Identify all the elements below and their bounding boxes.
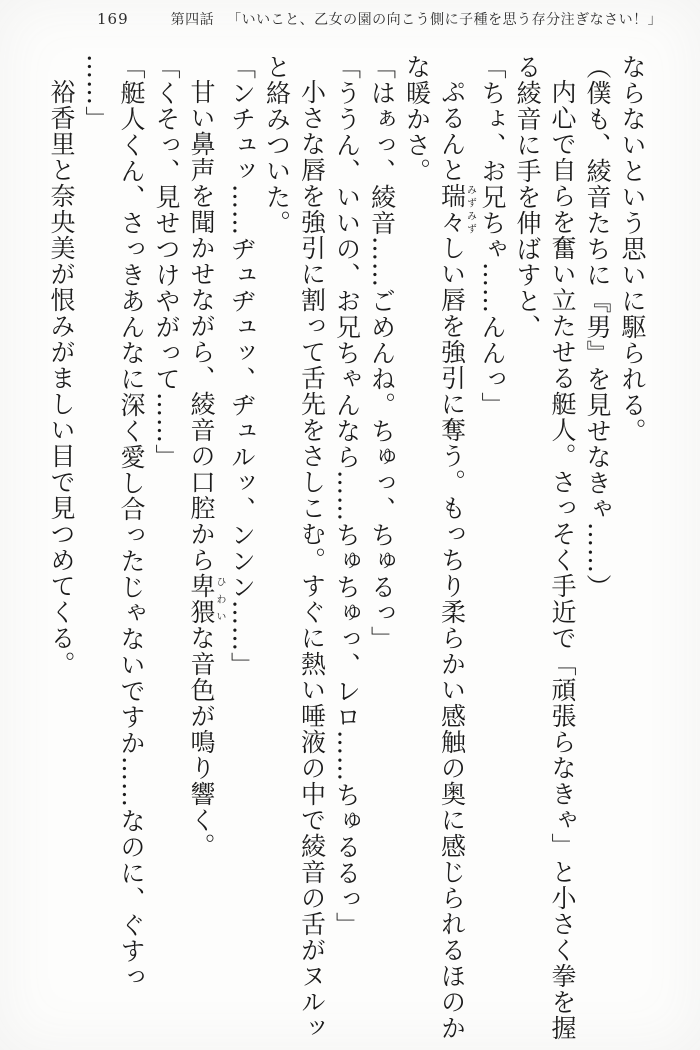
furigana-base: 卑猥ひわい: [187, 573, 225, 625]
chapter-label: 第四話: [170, 12, 215, 28]
page-number: 169: [97, 10, 129, 28]
text-line: 「はぁっ、綾音……ごめんね。ちゅっ、ちゅるっ」: [367, 54, 397, 652]
text-line: ……」: [82, 54, 111, 132]
text-line: ぷるんと瑞々みずみずしい唇を強引に奪う。もっちり柔らかい感触の奥に感じられるほのか: [437, 79, 476, 1041]
text-line: 内心で自らを奮い立たせる艇人。さっそく手近で「頑張らなきゃ」と小さく拳を握: [548, 79, 577, 1041]
text-line: 甘い鼻声を聞かせながら、綾音の口腔から卑猥ひわいな音色が鳴り響く。: [187, 79, 225, 859]
furigana-base: 瑞々みずみず: [437, 183, 476, 235]
text-line: 「ううん、いいの、お兄ちゃんなら……ちゅちゅっ、レロ……ちゅるるっ」: [332, 54, 362, 938]
body-text: [44, 54, 650, 1050]
text-line: 裕香里と奈央美が恨みがましい目で見つめてくる。: [47, 79, 76, 677]
text-line: な暖かさ。: [402, 54, 432, 184]
text-line: 「艇人くん、さっきあんなに深く愛し合ったじゃないですか……なのに、ぐすっ: [117, 54, 146, 990]
running-head: [97, 9, 662, 29]
furigana-reading: ひわい: [214, 573, 225, 625]
text-line: （僕も、綾音たちに『男』を見せなきゃ……）: [583, 54, 612, 600]
text-line: る綾音に手を伸ばすと、: [513, 54, 542, 340]
text-line: 「くそっ、見せつけやがって……」: [152, 54, 181, 470]
text-line: と絡みついた。: [262, 54, 292, 236]
text-line: 「ちょ、お兄ちゃ……んんっ」: [478, 54, 507, 418]
chapter-title: 「いいこと、乙女の園の向こう側に子種を思う存分注ぎなさい！」: [227, 12, 663, 28]
furigana-reading: みずみず: [464, 183, 476, 235]
text-line: 小さな唇を強引に割って舌先をさしこむ。すぐに熱い唾液の中で綾音の舌がヌルッ: [297, 79, 327, 1041]
text-line: ならないという思いに駆られる。: [618, 54, 647, 444]
text-line: 「ンチュッ……ヂュヂュッ、ヂュルッ、ンンン……」: [227, 54, 257, 678]
